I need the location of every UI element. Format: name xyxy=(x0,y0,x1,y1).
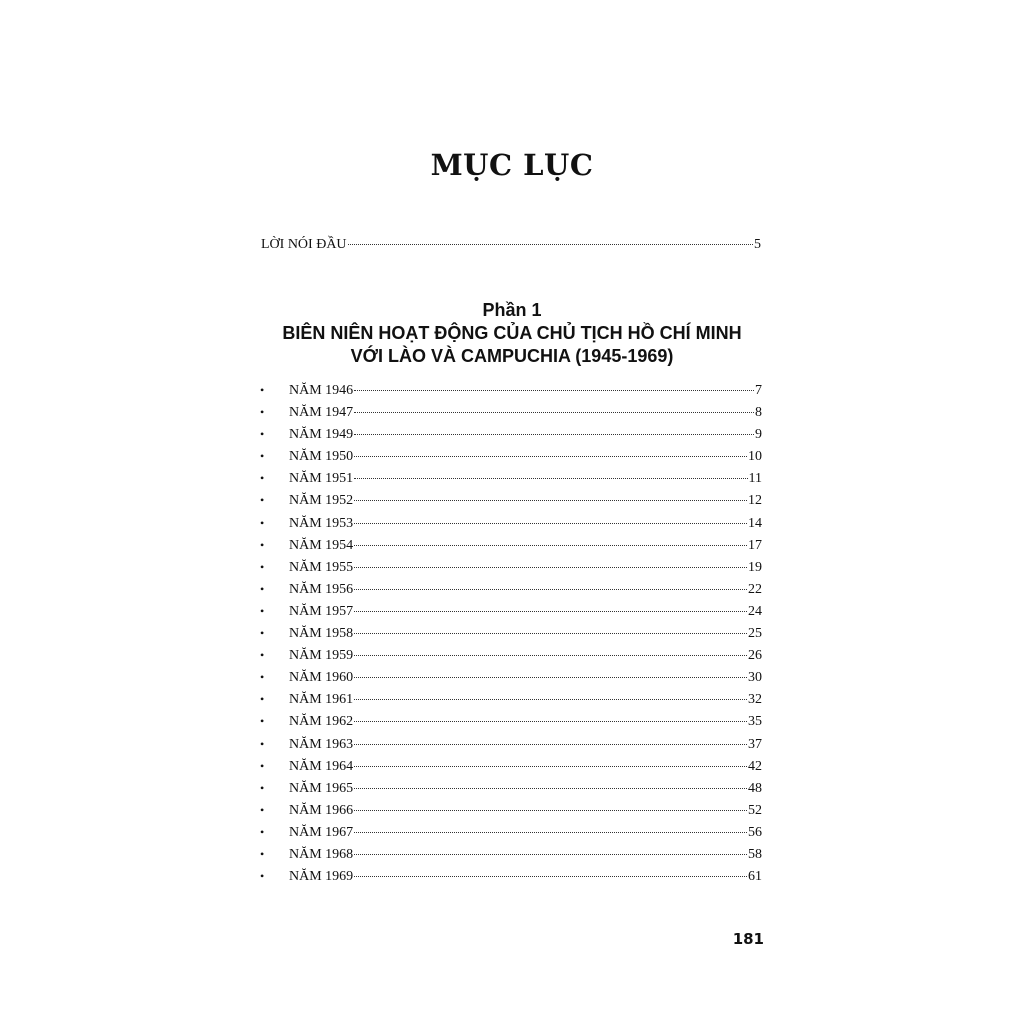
part-number: Phần 1 xyxy=(482,300,542,320)
bullet-icon: • xyxy=(260,427,265,442)
toc-entry xyxy=(258,538,762,560)
toc-entry-label: NĂM 1961 xyxy=(289,692,354,708)
bullet-icon: • xyxy=(260,626,265,641)
toc-entry-page: 32 xyxy=(748,692,762,708)
dot-leader xyxy=(354,744,747,745)
toc-entry-page: 8 xyxy=(755,405,762,421)
dot-leader xyxy=(354,390,754,391)
toc-entry xyxy=(258,759,762,781)
toc-entry-label: LỜI NÓI ĐẦU xyxy=(261,237,347,252)
toc-entry-label: NĂM 1959 xyxy=(289,648,354,664)
toc-entry-page: 58 xyxy=(748,846,762,862)
page-number: 181 xyxy=(732,930,764,948)
toc-entry xyxy=(258,560,762,582)
toc-entry-label: NĂM 1953 xyxy=(289,515,354,531)
dot-leader xyxy=(354,523,747,524)
dot-leader xyxy=(354,788,747,789)
toc-entry-page: 52 xyxy=(748,802,762,818)
bullet-icon: • xyxy=(260,581,265,596)
toc-entry xyxy=(258,869,762,891)
toc-entry-label: NĂM 1947 xyxy=(289,405,354,421)
dot-leader xyxy=(354,545,747,546)
toc-entry xyxy=(258,648,762,670)
bullet-icon: • xyxy=(260,471,265,486)
toc-entry-label: NĂM 1955 xyxy=(289,559,354,575)
dot-leader xyxy=(354,478,747,479)
toc-entry-label: NĂM 1952 xyxy=(289,493,354,509)
toc-entry xyxy=(258,626,762,648)
dot-leader xyxy=(354,721,747,722)
toc-entry-label: NĂM 1964 xyxy=(289,758,354,774)
toc-entry-page: 22 xyxy=(748,581,762,597)
bullet-icon: • xyxy=(260,670,265,685)
toc-year-list xyxy=(258,383,762,891)
toc-entry-label: NĂM 1957 xyxy=(289,603,354,619)
toc-entry-label: NĂM 1954 xyxy=(289,537,354,553)
toc-entry-page: 42 xyxy=(748,758,762,774)
dot-leader xyxy=(354,876,747,877)
toc-entry-page: 48 xyxy=(748,780,762,796)
dot-leader xyxy=(354,854,747,855)
toc-entry-page: 24 xyxy=(748,603,762,619)
bullet-icon: • xyxy=(260,846,265,861)
bullet-icon: • xyxy=(260,559,265,574)
toc-entry xyxy=(258,692,762,714)
toc-entry xyxy=(258,825,762,847)
toc-entry-page: 14 xyxy=(748,515,762,531)
toc-entry-page: 56 xyxy=(748,824,762,840)
dot-leader xyxy=(354,633,747,634)
dot-leader xyxy=(354,567,747,568)
toc-entry-page: 11 xyxy=(748,471,762,487)
toc-entry xyxy=(258,714,762,736)
toc-entry-intro xyxy=(261,236,761,254)
toc-entry-page: 10 xyxy=(748,449,762,465)
toc-entry-label: NĂM 1963 xyxy=(289,736,354,752)
bullet-icon: • xyxy=(260,780,265,795)
dot-leader xyxy=(348,244,753,245)
toc-entry xyxy=(258,604,762,626)
toc-entry-label: NĂM 1968 xyxy=(289,846,354,862)
toc-entry-label: NĂM 1960 xyxy=(289,670,354,686)
toc-entry-label: NĂM 1950 xyxy=(289,449,354,465)
toc-entry xyxy=(258,427,762,449)
toc-entry-label: NĂM 1967 xyxy=(289,824,354,840)
dot-leader xyxy=(354,434,754,435)
toc-entry xyxy=(258,803,762,825)
toc-entry-page: 61 xyxy=(748,869,762,885)
toc-entry-label: NĂM 1969 xyxy=(289,869,354,885)
toc-entry-label: NĂM 1962 xyxy=(289,714,354,730)
dot-leader xyxy=(354,500,747,501)
toc-entry-page: 9 xyxy=(755,427,762,443)
bullet-icon: • xyxy=(260,692,265,707)
bullet-icon: • xyxy=(260,383,265,397)
toc-entry-label: NĂM 1965 xyxy=(289,780,354,796)
toc-entry-page: 37 xyxy=(748,736,762,752)
toc-entry-page: 30 xyxy=(748,670,762,686)
bullet-icon: • xyxy=(260,648,265,663)
bullet-icon: • xyxy=(260,603,265,618)
dot-leader xyxy=(354,699,747,700)
dot-leader xyxy=(354,832,747,833)
toc-entry xyxy=(258,449,762,471)
toc-entry-page: 35 xyxy=(748,714,762,730)
toc-entry-page: 25 xyxy=(748,626,762,642)
bullet-icon: • xyxy=(260,537,265,552)
bullet-icon: • xyxy=(260,449,265,464)
toc-entry xyxy=(258,737,762,759)
dot-leader xyxy=(354,766,747,767)
bullet-icon: • xyxy=(260,736,265,751)
dot-leader xyxy=(354,412,754,413)
toc-entry xyxy=(258,516,762,538)
dot-leader xyxy=(354,589,747,590)
toc-entry xyxy=(258,670,762,692)
toc-entry xyxy=(258,582,762,604)
toc-entry-label: NĂM 1949 xyxy=(289,427,354,443)
toc-entry-label: NĂM 1966 xyxy=(289,802,354,818)
toc-entry-label: NĂM 1956 xyxy=(289,581,354,597)
toc-entry xyxy=(258,405,762,427)
part-title-line1: BIÊN NIÊN HOẠT ĐỘNG CỦA CHỦ TỊCH HỒ CHÍ MINH xyxy=(282,323,742,343)
bullet-icon: • xyxy=(260,515,265,530)
bullet-icon: • xyxy=(260,824,265,839)
bullet-icon: • xyxy=(260,714,265,729)
toc-entry xyxy=(258,471,762,493)
toc-entry-label: NĂM 1951 xyxy=(289,471,354,487)
bullet-icon: • xyxy=(260,802,265,817)
bullet-icon: • xyxy=(260,869,265,884)
bullet-icon: • xyxy=(260,493,265,508)
dot-leader xyxy=(354,677,747,678)
toc-entry-page: 7 xyxy=(755,383,762,398)
dot-leader xyxy=(354,456,747,457)
toc-entry-page: 5 xyxy=(754,237,761,252)
toc-entry-page: 12 xyxy=(748,493,762,509)
bullet-icon: • xyxy=(260,758,265,773)
toc-entry xyxy=(258,847,762,869)
dot-leader xyxy=(354,611,747,612)
toc-entry-page: 26 xyxy=(748,648,762,664)
toc-entry-label: NĂM 1958 xyxy=(289,626,354,642)
dot-leader xyxy=(354,810,747,811)
toc-entry-label: NĂM 1946 xyxy=(289,383,354,398)
toc-entry xyxy=(258,493,762,515)
toc-entry-page: 17 xyxy=(748,537,762,553)
toc-entry xyxy=(258,383,762,405)
page-title: MỤC LỤC xyxy=(430,148,594,182)
dot-leader xyxy=(354,655,747,656)
bullet-icon: • xyxy=(260,405,265,420)
toc-entry-page: 19 xyxy=(748,559,762,575)
toc-entry xyxy=(258,781,762,803)
part-title-line2: VỚI LÀO VÀ CAMPUCHIA (1945-1969) xyxy=(350,346,674,366)
